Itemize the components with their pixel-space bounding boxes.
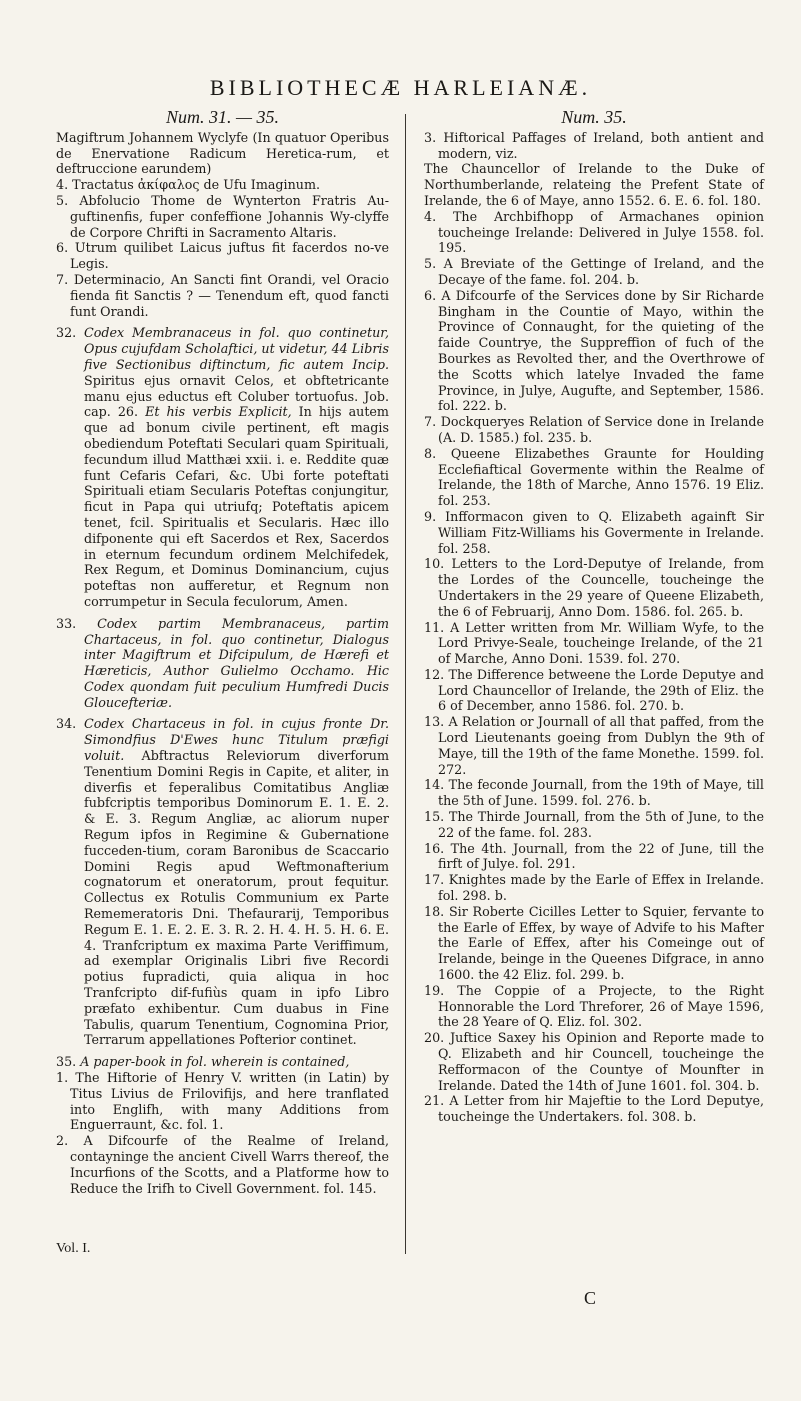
right-item: 9. Infformacon given to Q. Elizabeth againft Sir William Fitz-Williams his Govermente in Irelande. fol. 258. (424, 508, 764, 556)
volume-label: Vol. I. (56, 1241, 91, 1256)
right-item: 8. Queene Elizabethes Graunte for Houlding Ecclefiaftical Govermente within the Realme of Irelande, the 18th of Marche, Anno 1576. 19 Eliz. fol. 253. (424, 445, 764, 509)
right-item: 20. Juftice Saxey his Opinion and Reporte made to Q. Elizabeth and hir Councell, toucheinge the Refformacon of the Countye of Mounfter in Irelande. Dated the 14th of June 1601. fol. 304. b. (424, 1030, 764, 1093)
entry-34 (56, 716, 389, 1048)
right-item: 21. A Letter from hir Majeftie to the Lord Deputye, toucheinge the Undertakers. fol. 308. b. (424, 1093, 764, 1125)
entry-35-number: 35. (56, 1054, 77, 1070)
right-item: 10. Letters to the Lord-Deputye of Irelande, from the Lordes of the Councelle, toucheinge the Undertakers in the 29 yeare of Queene Elizabeth, the 6 of Februarij, Anno Dom. 1586. fol. 265. b. (424, 556, 764, 619)
left-column (56, 107, 389, 1196)
right-item: 6. A Difcourfe of the Services done by Sir Richarde Bingham in the Countie of Mayo, within the Province of Connaught, for the quieting of the faide Countrye, the Suppreffion of fuch of the Bourkes as Revolted ther, and the Overthrowe of the Scotts which latelye Invaded the fame Province, in Julye, Augufte, and September, 1586. fol. 222. b. (424, 287, 764, 414)
entry-35-item-1: 1. The Hiftorie of Henry V. written (in Latin) by Titus Livius de Frilovifijs, and here tranflated into Englifh, with many Additions from Enguerraunt, &c. fol. 1. (56, 1070, 389, 1133)
entry-32-title: Codex Membranaceus in fol. quo continetur, Opus cujufdam Scholaftici, ut videtur, 44 Libris five Sectionibus diftinctum, fic autem Incip. (84, 325, 389, 372)
right-item: 18. Sir Roberte Cicilles Letter to Squier, fervante to the Earle of Effex, by waye of Advife to his Mafter the Earle of Effex, after his Comeinge out of Irelande, beinge in the Queenes Difgrace, in anno 1600. the 42 Eliz. fol. 299. b. (424, 903, 764, 983)
right-item: 5. A Breviate of the Gettinge of Ireland, and the Decaye of the fame. fol. 204. b. (424, 256, 764, 287)
right-item: 17. Knightes made by the Earle of Effex in Irelande. fol. 298. b. (424, 872, 764, 904)
entry-35-item-2: 2. A Difcourfe of the Realme of Ireland, contayninge the ancient Civell Warrs thereof, the Incurfions of the Scotts, and a Platforme how to Reduce the Irifh to Civell Government. fol. 145. (56, 1133, 389, 1196)
item-4: 4. Tractatus ἀκίφαλος de Ufu Imaginum. (56, 177, 321, 193)
right-item: 16. The 4th. Journall, from the 22 of June, till the firft of Julye. fol. 291. (424, 840, 764, 872)
intro-paragraph: Magiftrum Johannem Wyclyfe (In quatuor Operibus de Enervatione Radicum Heretica-rum, et deftruccione earundem) (56, 129, 389, 177)
entry-34-number: 34. (56, 716, 77, 732)
right-item: 13. A Relation or Journall of all that paffed, from the Lord Lieutenants goeing from Dublyn the 9th of Maye, till the 19th of the fame Monethe. 1599. fol. 272. (424, 714, 764, 777)
item-7: 7. Determinacio, An Sancti fint Orandi, vel Oracio fienda fit Sanctis ? — Tenendum eft, quod fancti funt Orandi. (56, 271, 389, 319)
item-6: 6. Utrum quilibet Laicus juftus fit facerdos no-ve Legis. (56, 240, 389, 272)
column-divider (405, 114, 406, 1254)
item-5: 5. Abfolucio Thome de Wynterton Fratris Au-guftinenfis, fuper confeffione Johannis Wy-clyffe de Corpore Chrifti in Sacramento Altaris. (56, 192, 389, 240)
entry-35-title: A paper-book in fol. wherein is contained, (80, 1054, 350, 1070)
entry-35 (56, 1054, 389, 1070)
entry-33-title: Codex partim Membranaceus, partim Chartaceus, in fol. quo continetur, Dialogus inter Magiftrum et Difcipulum, de Hærefi et Hæreticis, Author Gulielmo Occhamo. Hic Codex quondam fuit peculium Humfredi Ducis Gloucefteriæ. (84, 615, 389, 710)
right-item: 4. The Archbifhopp of Armachanes opinion toucheinge Irelande: Delivered in Julye 1558. fol. 195. (424, 208, 764, 256)
right-item: The Chauncellor of Irelande to the Duke of Northumberlande, relateing the Prefent State of Irelande, the 6 of Maye, anno 1552. 6. E. 6. fol. 180. (424, 161, 764, 208)
entry-32-explicit-label: Et his verbis Explicit, (145, 404, 292, 420)
right-item: 14. The feconde Journall, from the 19th of Maye, till the 5th of June. 1599. fol. 276. b. (424, 777, 764, 809)
right-item: 3. Hiftorical Paffages of Ireland, both antient and modern, viz. (424, 129, 764, 161)
right-item: 12. The Difference betweene the Lorde Deputye and Lord Chauncellor of Irelande, the 29th of Eliz. the 6 of December, anno 1586. fol. 270. b. (424, 666, 764, 714)
signature-mark: C (584, 1288, 597, 1308)
entry-32-text: Spiritus ejus ornavit Celos, et obftetricante manu ejus eductus eft Coluber tortuofus. Job. cap. 26. (84, 372, 389, 420)
running-header: BIBLIOTHECÆ HARLEIANÆ. (209, 75, 592, 100)
right-item: 19. The Coppie of a Projecte, to the Right Honnorable the Lord Threforer, 26 of Maye 1596, the 28 Yeare of Q. Eliz. fol. 302. (424, 982, 764, 1030)
right-item: 11. A Letter written from Mr. William Wyfe, to the Lord Privye-Seale, toucheinge Irelande, of the 21 of Marche, Anno Doni. 1539. fol. 270. (424, 619, 764, 667)
right-item: 15. The Thirde Journall, from the 5th of June, to the 22 of the fame. fol. 283. (424, 809, 764, 840)
right-column-heading: Num. 35. (561, 107, 627, 127)
entry-33 (56, 616, 389, 711)
entry-32-explicit: In hijs autem que ad bonum civile pertinent, eft magis obediendum Poteftati Seculari quam Spirituali, fecundum illud Matthæi xxii. i. e. Reddite quæ funt Cefaris Cefari, &c. Ubi forte poteftati Spirituali etiam Secularis Poteftas conjungitur, ficut in Papa qui utriufq; Poteftatis apicem tenet, fcil. Spiritualis et Secularis. Hæc illo difponente qui eft Sacerdos et Rex, Sacerdos in eternum fecundum ordinem Melchifedek, Rex Regum, et Dominus Dominancium, cujus poteftas non aufferetur, et Regnum non corrumpetur in Secula feculorum, Amen. (84, 404, 389, 609)
entry-34-title: Codex Chartaceus in fol. in cujus fronte Dr. Simondfius D'Ewes hunc Titulum præfigi voluit. (83, 716, 389, 764)
entry-34-text: Abftractus Releviorum diverforum Tenentium Domini Regis in Capite, et aliter, in diverfis et feperalibus Comitatibus Angliæ fubfcriptis temporibus Dominorum E. 1. E. 2. & E. 3. Regum Angliæ, ac aliorum nuper Regum ipfos in Regimine & Gubernatione fucceden-tium, coram Baronibus de Scaccario Domini Regis apud Weftmonafterium cognatorum et oneratorum, prout fequitur. Collectus ex Rotulis Communium ex Parte Rememeratoris Dni. Thefaurarij, Temporibus Regum E. 1. E. 2. E. 3. R. 2. H. 4. H. 5. H. 6. E. 4. Tranfcriptum ex maxima Parte Veriffimum, ad exemplar Originalis Libri five Recordi potius fupradicti, quia aliqua in hoc Tranfcripto dif-fufiùs quam in ipfo Libro præfato exhibentur. Cum duabus in Fine Tabulis, quarum Tenentium, Cognomina Prior, Terrarum appellationes Pofterior continet. (84, 748, 389, 1048)
left-column-heading: Num. 31. — 35. (165, 107, 279, 127)
entry-32 (56, 325, 389, 609)
right-column (424, 107, 764, 1125)
right-item: 7. Dockqueryes Relation of Service done in Irelande (A. D. 1585.) fol. 235. b. (424, 414, 764, 445)
entry-32-number: 32. (56, 325, 77, 341)
entry-33-number: 33. (56, 615, 77, 631)
